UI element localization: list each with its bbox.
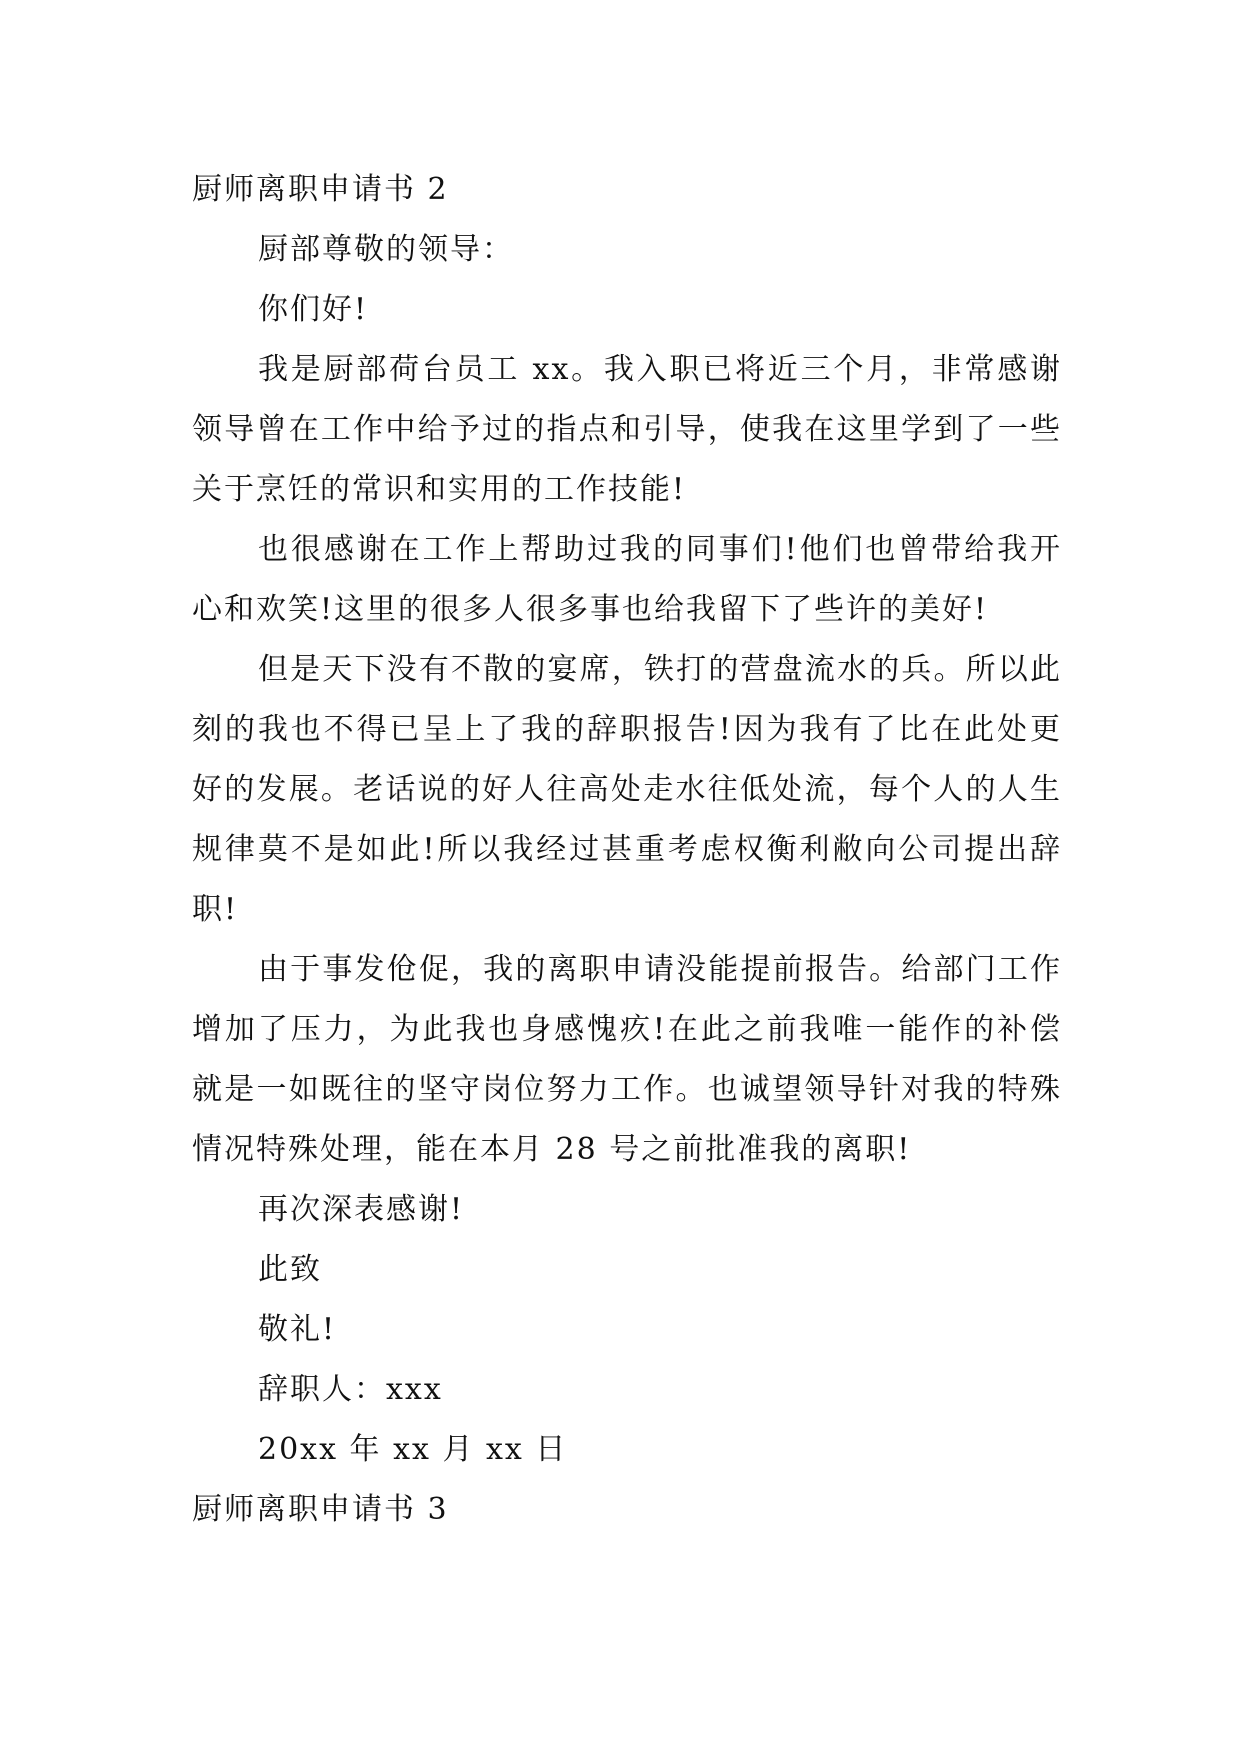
- closing-line-1: 此致: [258, 1252, 322, 1287]
- body-paragraph-4: 由于事发伧促，我的离职申请没能提前报告。给部门工作增加了压力，为此我也身感愧疚!在此之前我唯一能作的补偿就是一如既往的坚守岗位努力工作。也诚望领导针对我的特殊情况特殊处理，能在本月 28 号之前批准我的离职!: [192, 952, 1062, 1167]
- date-line: 20xx 年 xx 月 xx 日: [258, 1432, 568, 1467]
- body-paragraph-1: 我是厨部荷台员工 xx。我入职已将近三个月，非常感谢领导曾在工作中给予过的指点和引导，使我在这里学到了一些关于烹饪的常识和实用的工作技能!: [192, 352, 1062, 507]
- body-paragraph-2: 也很感谢在工作上帮助过我的同事们!他们也曾带给我开心和欢笑!这里的很多人很多事也给我留下了些许的美好!: [192, 532, 1062, 627]
- greeting: 你们好!: [258, 292, 369, 327]
- body-paragraph-3: 但是天下没有不散的宴席，铁打的营盘流水的兵。所以此刻的我也不得已呈上了我的辞职报告!因为我有了比在此处更好的发展。老话说的好人往高处走水往低处流，每个人的人生规律莫不是如此!所以我经过甚重考虑权衡利敝向公司提出辞职!: [192, 652, 1062, 927]
- signature-line: 辞职人：xxx: [258, 1372, 443, 1407]
- document-page: [192, 160, 1062, 1527]
- thanks-line: 再次深表感谢!: [258, 1192, 465, 1227]
- next-document-title: 厨师离职申请书 3: [192, 1492, 449, 1527]
- closing-line-2: 敬礼!: [258, 1312, 337, 1347]
- salutation: 厨部尊敬的领导：: [258, 232, 514, 267]
- document-title: 厨师离职申请书 2: [192, 172, 449, 207]
